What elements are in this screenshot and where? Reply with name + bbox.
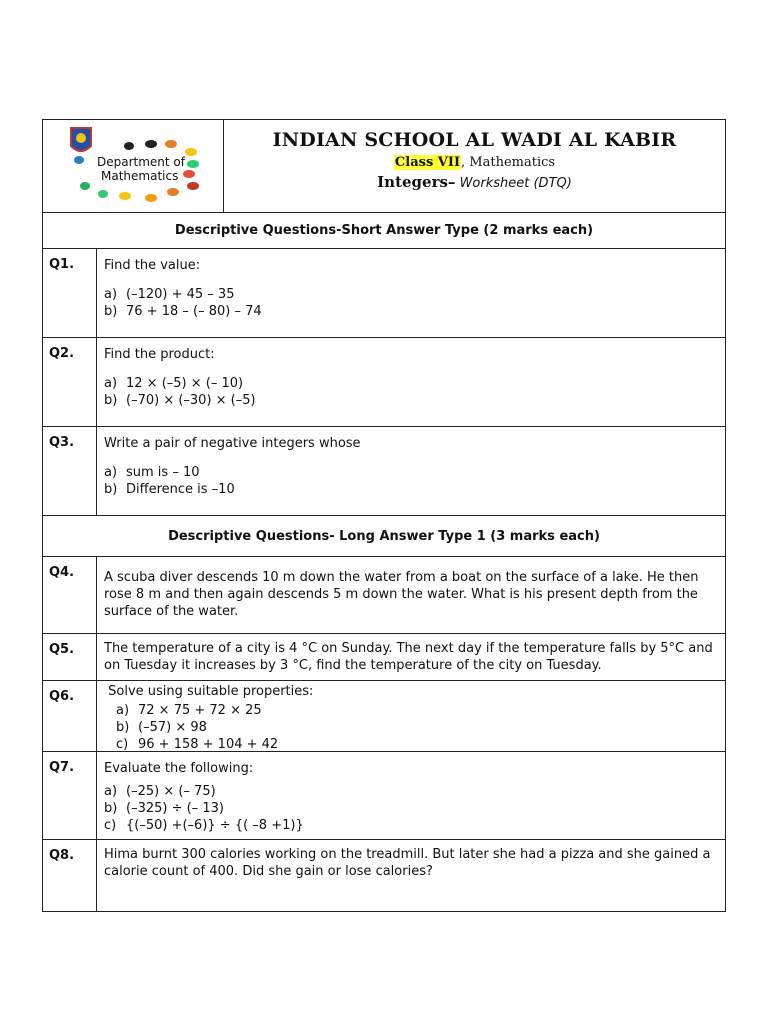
option-item — [116, 719, 717, 736]
logo-graphic — [43, 120, 223, 212]
option-item — [104, 303, 717, 320]
option-text: Difference is –10 — [126, 482, 235, 497]
option-label: a) — [104, 376, 118, 391]
option-label: b) — [104, 304, 118, 319]
subject-label: , Mathematics — [461, 155, 556, 170]
question-body — [98, 840, 725, 880]
option-label: a) — [116, 703, 130, 718]
question-body — [98, 634, 725, 674]
option-text: (–325) ÷ (– 13) — [126, 801, 224, 816]
option-item — [104, 392, 717, 409]
department-logo — [43, 120, 224, 212]
school-name: INDIAN SCHOOL AL WADI AL KABIR — [272, 129, 677, 151]
question-text: A scuba diver descends 10 m down the water from a boat on the surface of a lake. He then rose 8 m and then again descends 5 m down the water. What is his present depth from the surface of the water. — [104, 570, 699, 619]
question-body — [98, 752, 725, 834]
question-row-q6 — [43, 681, 725, 752]
option-item — [104, 800, 717, 817]
option-text: (–57) × 98 — [138, 720, 207, 735]
class-label: Class VII — [394, 155, 461, 170]
question-prompt: Write a pair of negative integers whose — [104, 436, 361, 451]
question-number: Q7. — [43, 752, 97, 839]
question-row-q8 — [43, 840, 725, 912]
question-number: Q5. — [43, 634, 97, 680]
question-table — [42, 213, 726, 912]
class-subject-line — [224, 155, 725, 170]
question-body — [98, 249, 725, 320]
logo-line-2: Mathematics — [101, 169, 179, 183]
section-heading — [43, 516, 725, 557]
option-text: 76 + 18 – (– 80) – 74 — [126, 304, 262, 319]
option-text: 96 + 158 + 104 + 42 — [138, 737, 279, 752]
option-label: b) — [104, 393, 118, 408]
question-number: Q6. — [43, 681, 97, 751]
worksheet-label: Worksheet (DTQ) — [455, 176, 572, 191]
option-list — [104, 286, 717, 320]
option-list — [104, 783, 717, 834]
option-label: c) — [104, 818, 117, 833]
option-label: b) — [116, 720, 130, 735]
option-item — [104, 375, 717, 392]
option-text: (–25) × (– 75) — [126, 784, 216, 799]
option-item — [116, 736, 717, 753]
question-body — [98, 427, 725, 498]
question-number: Q2. — [43, 338, 97, 426]
option-label: b) — [104, 482, 118, 497]
question-body — [98, 338, 725, 409]
section-heading-short: Descriptive Questions-Short Answer Type (2 marks each) — [174, 223, 594, 238]
question-prompt: Find the value: — [104, 258, 201, 273]
option-label: a) — [104, 465, 118, 480]
section-heading-long: Descriptive Questions- Long Answer Type 1 (3 marks each) — [168, 528, 600, 544]
question-row-q2 — [43, 338, 725, 427]
option-list — [104, 464, 717, 498]
question-row-q7 — [43, 752, 725, 840]
option-text: (–70) × (–30) × (–5) — [126, 393, 256, 408]
option-item — [104, 464, 717, 481]
question-body — [98, 557, 725, 620]
option-label: c) — [116, 737, 129, 752]
topic-label: Integers– — [377, 173, 456, 191]
option-label: b) — [104, 801, 118, 816]
topic-line — [224, 173, 725, 191]
worksheet-header — [42, 119, 726, 213]
logo-line-1: Department of — [97, 155, 185, 169]
question-row-q4 — [43, 557, 725, 634]
option-text: 12 × (–5) × (– 10) — [126, 376, 244, 391]
question-text: The temperature of a city is 4 °C on Sunday. The next day if the temperature falls by 5°C and on Tuesday it increases by 3 °C, find the temperature of the city on Tuesday. — [104, 641, 713, 673]
option-text: {(–50) +(–6)} ÷ {( –8 +1)} — [126, 818, 304, 833]
question-number: Q1. — [43, 249, 97, 337]
question-prompt: Solve using suitable properties: — [104, 684, 314, 699]
option-item — [104, 481, 717, 498]
question-row-q1 — [43, 249, 725, 338]
question-number: Q4. — [43, 557, 97, 633]
option-label: a) — [104, 784, 118, 799]
question-body — [98, 681, 725, 753]
option-text: 72 × 75 + 72 × 25 — [138, 703, 262, 718]
option-text: sum is – 10 — [126, 465, 200, 480]
option-item — [104, 286, 717, 303]
option-item — [104, 817, 717, 834]
question-number: Q3. — [43, 427, 97, 515]
option-item — [116, 702, 717, 719]
option-text: (–120) + 45 – 35 — [126, 287, 235, 302]
question-text: Hima burnt 300 calories working on the treadmill. But later she had a pizza and she gained a calorie count of 400. Did she gain or lose calories? — [104, 847, 711, 879]
option-list — [104, 375, 717, 409]
title-block — [224, 120, 725, 212]
question-row-q5 — [43, 634, 725, 681]
question-prompt: Evaluate the following: — [104, 761, 254, 776]
option-item — [104, 783, 717, 800]
option-label: a) — [104, 287, 118, 302]
option-list — [116, 702, 717, 753]
section-heading — [43, 213, 725, 249]
question-number: Q8. — [43, 840, 97, 911]
question-prompt: Find the product: — [104, 347, 215, 362]
question-row-q3 — [43, 427, 725, 516]
